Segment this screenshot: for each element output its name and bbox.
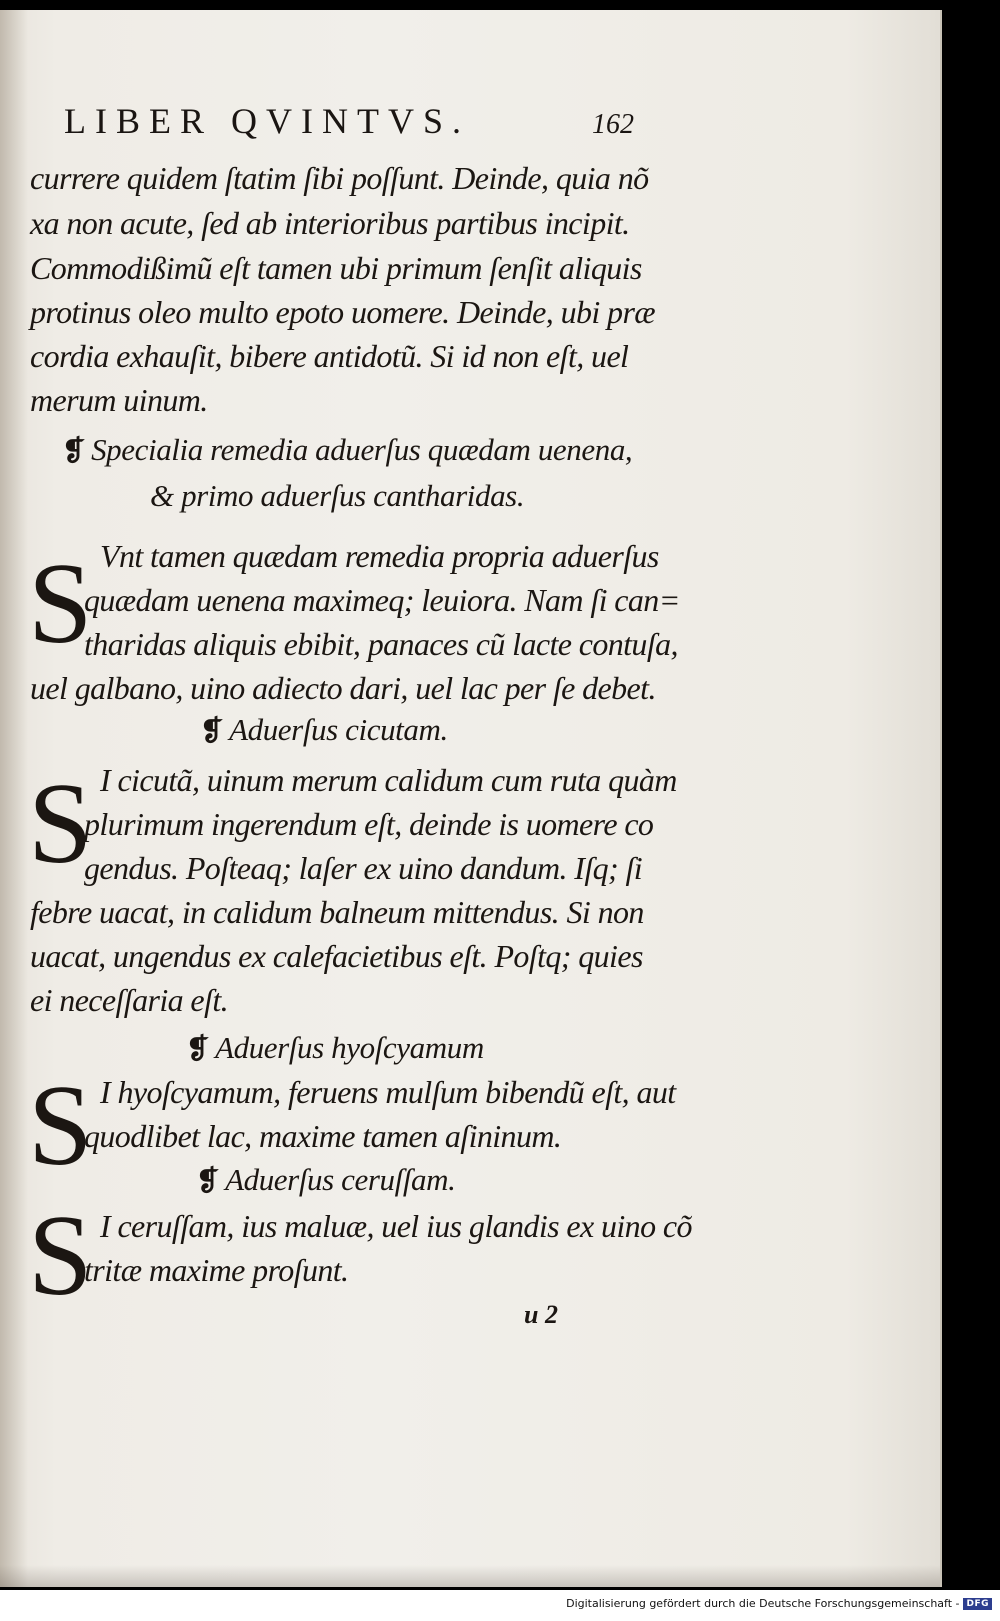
text-line: protinus oleo multo epoto uomere. Deinde, ubi præ — [30, 294, 656, 330]
text-line: cordia exhauſit, bibere antidotũ. Si id non eſt, uel — [30, 338, 629, 374]
text-line: Vnt tamen quædam remedia propria aduerſus — [100, 538, 659, 574]
section-heading — [62, 432, 632, 468]
text-line: Commodißimũ eſt tamen ubi primum ſenſit aliquis — [30, 250, 642, 286]
credit-text: Digitalisierung gefördert durch die Deutsche Forschungsgemeinschaft - — [566, 1597, 960, 1610]
text-line: I cicutã, uinum merum calidum cum ruta quàm — [100, 762, 677, 798]
running-title: LIBER QVINTVS. — [64, 101, 470, 141]
pilcrow-icon: ❡ — [186, 1032, 210, 1065]
text-line: uel galbano, uino adiecto dari, uel lac per ſe debet. — [30, 670, 656, 706]
signature-mark: u 2 — [524, 1300, 558, 1329]
page-bottom-edge — [0, 1565, 940, 1587]
text-line: merum uinum. — [30, 382, 208, 418]
drop-cap: S — [28, 1192, 93, 1320]
dfg-logo: DFG — [963, 1598, 992, 1610]
text-line: quædam uenena maximeq; leuiora. Nam ſi can= — [84, 582, 680, 618]
text-line: xa non acute, ſed ab interioribus partibus incipit. — [30, 205, 630, 241]
drop-cap: S — [28, 1062, 93, 1190]
section-heading-text: Aduerſus hyoſcyamum — [215, 1030, 484, 1065]
text-line: I ceruſſam, ius maluæ, uel ius glandis ex uino cõ — [100, 1208, 692, 1244]
section-heading — [186, 1030, 484, 1066]
text-line: I hyoſcyamum, feruens mulſum bibendũ eſt, aut — [100, 1074, 676, 1110]
text-line: uacat, ungendus ex calefacietibus eſt. Poſtq; quies — [30, 938, 643, 974]
text-line: currere quidem ſtatim ſibi poſſunt. Deinde, quia nõ — [30, 160, 649, 196]
text-line: tritæ maxime proſunt. — [84, 1252, 349, 1288]
text-line: ei neceſſaria eſt. — [30, 982, 229, 1018]
text-line: febre uacat, in calidum balneum mittendus. Si non — [30, 894, 644, 930]
drop-cap: S — [28, 540, 93, 668]
gutter-shadow — [0, 10, 28, 1587]
drop-cap: S — [28, 760, 93, 888]
section-heading-text: Specialia remedia aduerſus quædam uenena, — [91, 432, 633, 467]
section-heading — [200, 712, 448, 748]
section-heading-text: Aduerſus ceruſſam. — [225, 1162, 456, 1197]
pilcrow-icon: ❡ — [196, 1164, 220, 1197]
pilcrow-icon: ❡ — [62, 434, 86, 467]
section-heading — [196, 1162, 456, 1198]
text-line: gendus. Poſteaq; laſer ex uino dandum. Iſq; ſi — [84, 850, 643, 886]
running-head — [64, 100, 634, 150]
section-heading-text: Aduerſus cicutam. — [229, 712, 448, 747]
pilcrow-icon: ❡ — [200, 714, 224, 747]
funding-credit — [566, 1597, 992, 1610]
section-heading-continued: & primo aduerſus cantharidas. — [150, 478, 525, 513]
text-line: plurimum ingerendum eſt, deinde is uomere co — [84, 806, 654, 842]
folio-number: 162 — [592, 109, 634, 140]
text-line: quodlibet lac, maxime tamen aſininum. — [84, 1118, 562, 1154]
text-line: tharidas aliquis ebibit, panaces cũ lacte contuſa, — [84, 626, 678, 662]
